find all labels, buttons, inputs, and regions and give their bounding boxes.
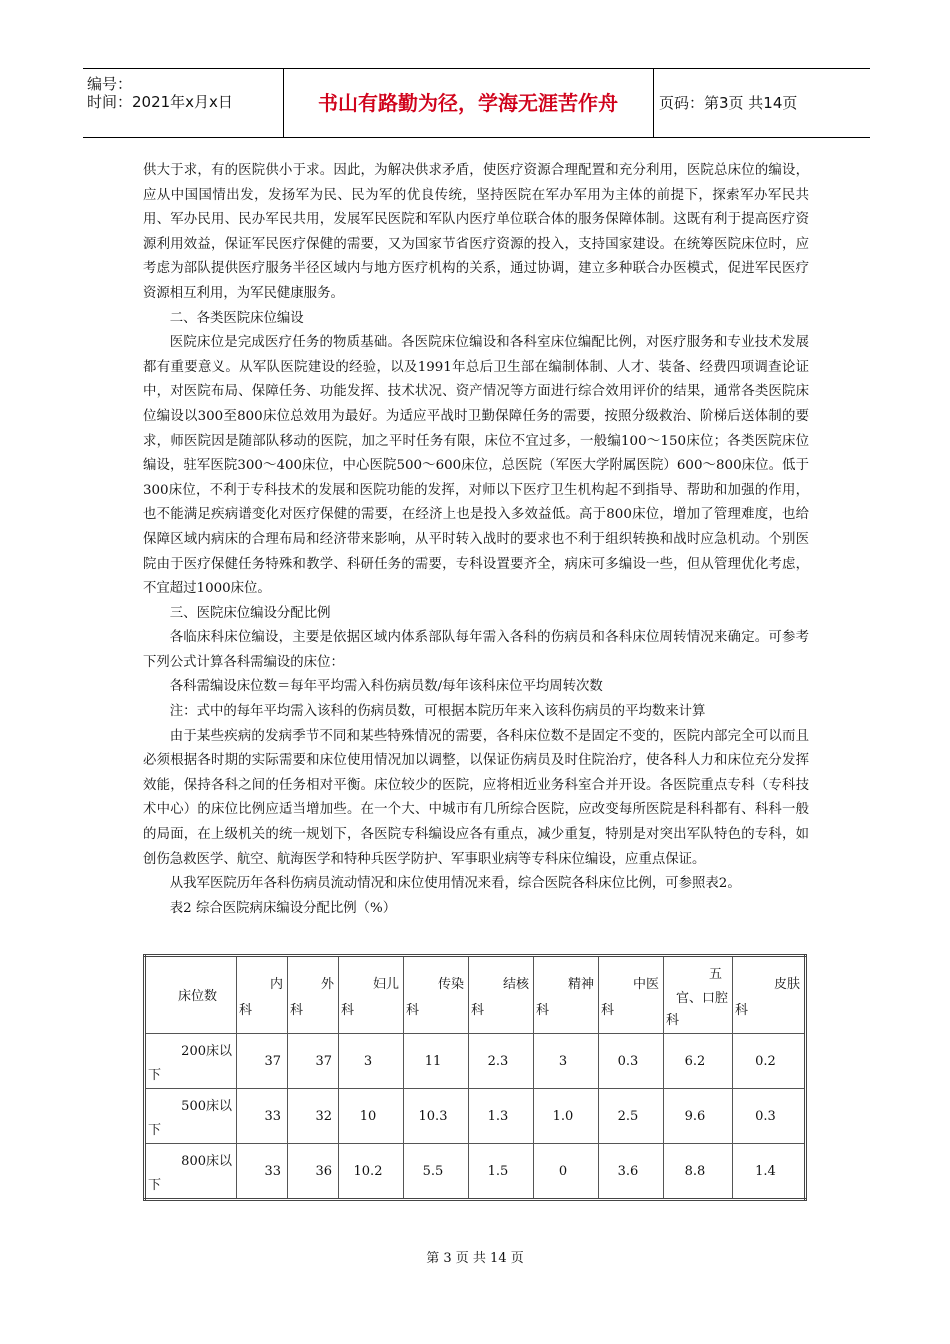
table-cell: 1.0 (534, 1089, 599, 1144)
table-row (145, 1144, 806, 1200)
header-label: 科 (601, 1003, 615, 1018)
table-cell: 10.2 (339, 1144, 404, 1200)
table-cell: 1.4 (733, 1144, 806, 1200)
table-row (145, 1034, 806, 1089)
header-label: 结核 (502, 977, 529, 992)
table-cell: 8.8 (664, 1144, 733, 1200)
table-cell: 36 (288, 1144, 339, 1200)
table-row (145, 1089, 806, 1144)
header-label: 五 (708, 967, 722, 982)
table-cell: 3.6 (599, 1144, 664, 1200)
header-slogan: 书山有路勤为径，学海无涯苦作舟 (283, 69, 654, 137)
table-caption: 表2 综合医院病床编设分配比例（%） (169, 900, 397, 916)
formula: 各科需编设床位数＝每年平均需入科伤病员数/每年该科床位平均周转次数 (169, 679, 603, 695)
header-cell (733, 956, 806, 1034)
table-cell: 37 (288, 1034, 339, 1089)
header-cell (237, 956, 288, 1034)
table-cell: 0.2 (733, 1034, 806, 1089)
header-label: 内 (269, 977, 283, 992)
table-cell: 33 (237, 1089, 288, 1144)
table-header-row (145, 956, 806, 1034)
row-label: 下 (148, 1178, 162, 1193)
table-cell: 10.3 (404, 1089, 469, 1144)
header-label: 科 (406, 1003, 420, 1018)
table-cell: 0.3 (599, 1034, 664, 1089)
paragraph: 供大于求，有的医院供小于求。因此，为解决供求矛盾，使医疗资源合理配置和充分利用，医院总床位的编设，应从中国国情出发，发扬军为民、民为军的优良传统，坚持医院在军办军用为主体的前提下，探索军办军民共用、军办民用、民办军民共用，发展军民医院和军队内医疗单位联合体的服务保障体制。这既有利于提高医疗资源利用效益，保证军民医疗保健的需要，又为国家节省医疗资源的投入，支持国家建设。在统筹医院床位时，应考虑为部队提供医疗服务半径区域内与地方医疗机构的关系，通过协调，建立多种联合办医模式，促进军民医疗资源相互利用，为军民健康服务。 (143, 163, 809, 301)
bed-ratio-table (143, 954, 807, 1201)
table-cell: 2.5 (599, 1089, 664, 1144)
table-cell: 3 (339, 1034, 404, 1089)
header-label: 科 (666, 1013, 680, 1028)
header-label: 官、口腔 (675, 991, 728, 1006)
header-label: 传染 (437, 977, 464, 992)
header-cell (664, 956, 733, 1034)
row-label: 500床以 (181, 1099, 232, 1114)
header-label: 科 (735, 1003, 749, 1018)
table-cell: 10 (339, 1089, 404, 1144)
header-label: 妇儿 (372, 977, 399, 992)
time-label: 时间：2021年x月x日 (87, 93, 233, 111)
header-label: 床位数 (178, 989, 218, 1004)
paragraph: 从我军医院历年各科伤病员流动情况和床位使用情况来看，综合医院各科床位比例，可参照表2。 (169, 876, 741, 892)
header-meta (83, 69, 284, 137)
table-cell: 1.3 (469, 1089, 534, 1144)
section-heading: 三、医院床位编设分配比例 (169, 605, 331, 621)
header-label: 科 (471, 1003, 485, 1018)
header-cell (599, 956, 664, 1034)
row-label-cell (145, 1034, 237, 1089)
row-label: 下 (148, 1068, 162, 1083)
header-page-info: 页码：第3页 共14页 (659, 94, 798, 112)
number-label: 编号： (87, 75, 133, 93)
header-cell (339, 956, 404, 1034)
header-cell (404, 956, 469, 1034)
table-cell: 1.5 (469, 1144, 534, 1200)
row-label-cell (145, 1089, 237, 1144)
row-label: 200床以 (181, 1044, 232, 1059)
header-cell (469, 956, 534, 1034)
row-label: 800床以 (181, 1154, 232, 1169)
page-footer: 第 3 页 共 14 页 (426, 1251, 524, 1266)
table-cell: 9.6 (664, 1089, 733, 1144)
note: 注：式中的每年平均需入该科的伤病员数，可根据本院历年来入该科伤病员的平均数来计算 (169, 704, 706, 720)
table-cell: 11 (404, 1034, 469, 1089)
table-cell: 2.3 (469, 1034, 534, 1089)
table-cell: 0 (534, 1144, 599, 1200)
header-label: 科 (341, 1003, 355, 1018)
header-label: 外 (320, 977, 334, 992)
page-header (83, 68, 870, 138)
paragraph: 各临床科床位编设，主要是依据区域内体系部队每年需入各科的伤病员和各科床位周转情况来确定。可参考下列公式计算各科需编设的床位： (143, 630, 809, 670)
table-cell: 6.2 (664, 1034, 733, 1089)
header-label: 科 (290, 1003, 304, 1018)
header-label: 精神 (567, 977, 594, 992)
table-cell: 3 (534, 1034, 599, 1089)
table-cell: 33 (237, 1144, 288, 1200)
paragraph: 由于某些疾病的发病季节不同和某些特殊情况的需要，各科床位数不是固定不变的，医院内部完全可以而且必须根据各时期的实际需要和床位使用情况加以调整，以保证伤病员及时住院治疗，使各科人力和床位充分发挥效能，保持各科之间的任务相对平衡。床位较少的医院，应将相近业务科室合并开设。各医院重点专科（专科技术中心）的床位比例应适当增加些。在一个大、中城市有几所综合医院，应改变每所医院是科科都有、科科一般的局面，在上级机关的统一规划下，各医院专科编设应各有重点，减少重复，特别是对突出军队特色的专科，如创伤急救医学、航空、航海医学和特种兵医学防护、军事职业病等专科床位编设，应重点保证。 (143, 728, 809, 867)
document-body (143, 159, 809, 921)
row-label: 下 (148, 1123, 162, 1138)
header-cell (534, 956, 599, 1034)
header-cell (145, 956, 237, 1034)
header-label: 科 (239, 1003, 253, 1018)
paragraph: 医院床位是完成医疗任务的物质基础。各医院床位编设和各科室床位编配比例，对医疗服务和专业技术发展都有重要意义。从军队医院建设的经验，以及1991年总后卫生部在编制体制、人才、装备、经费四项调查论证中，对医院布局、保障任务、功能发挥、技术状况、资产情况等方面进行综合效用评价的结果，通常各类医院床位编设以300至800床位总效用为最好。为适应平战时卫勤保障任务的需要，按照分级救治、阶梯后送体制的要求，师医院因是随部队移动的医院，加之平时任务有限，床位不宜过多，一般编100～150床位；各类医院床位编设，驻军医院300～400床位，中心医院500～600床位，总医院（军医大学附属医院）600～800床位。低于300床位，不利于专科技术的发展和医院功能的发挥，对师以下医疗卫生机构起不到指导、帮助和加强的作用，也不能满足疾病谱变化对医疗保健的需要，在经济上也是投入多效益低。高于800床位，增加了管理难度，也给保障区域内病床的合理布局和经济带来影响，从平时转入战时的要求也不利于组织转换和战时应急机动。个别医院由于医疗保健任务特殊和教学、科研任务的需要，专科设置要齐全，病床可多编设一些，但从管理优化考虑，不宜超过1000床位。 (143, 335, 809, 597)
header-label: 中医 (632, 977, 659, 992)
header-label: 皮肤 (773, 977, 800, 992)
table-cell: 5.5 (404, 1144, 469, 1200)
table-cell: 32 (288, 1089, 339, 1144)
table-cell: 0.3 (733, 1089, 806, 1144)
row-label-cell (145, 1144, 237, 1200)
table-cell: 37 (237, 1034, 288, 1089)
section-heading: 二、各类医院床位编设 (169, 310, 304, 326)
header-label: 科 (536, 1003, 550, 1018)
header-cell (288, 956, 339, 1034)
